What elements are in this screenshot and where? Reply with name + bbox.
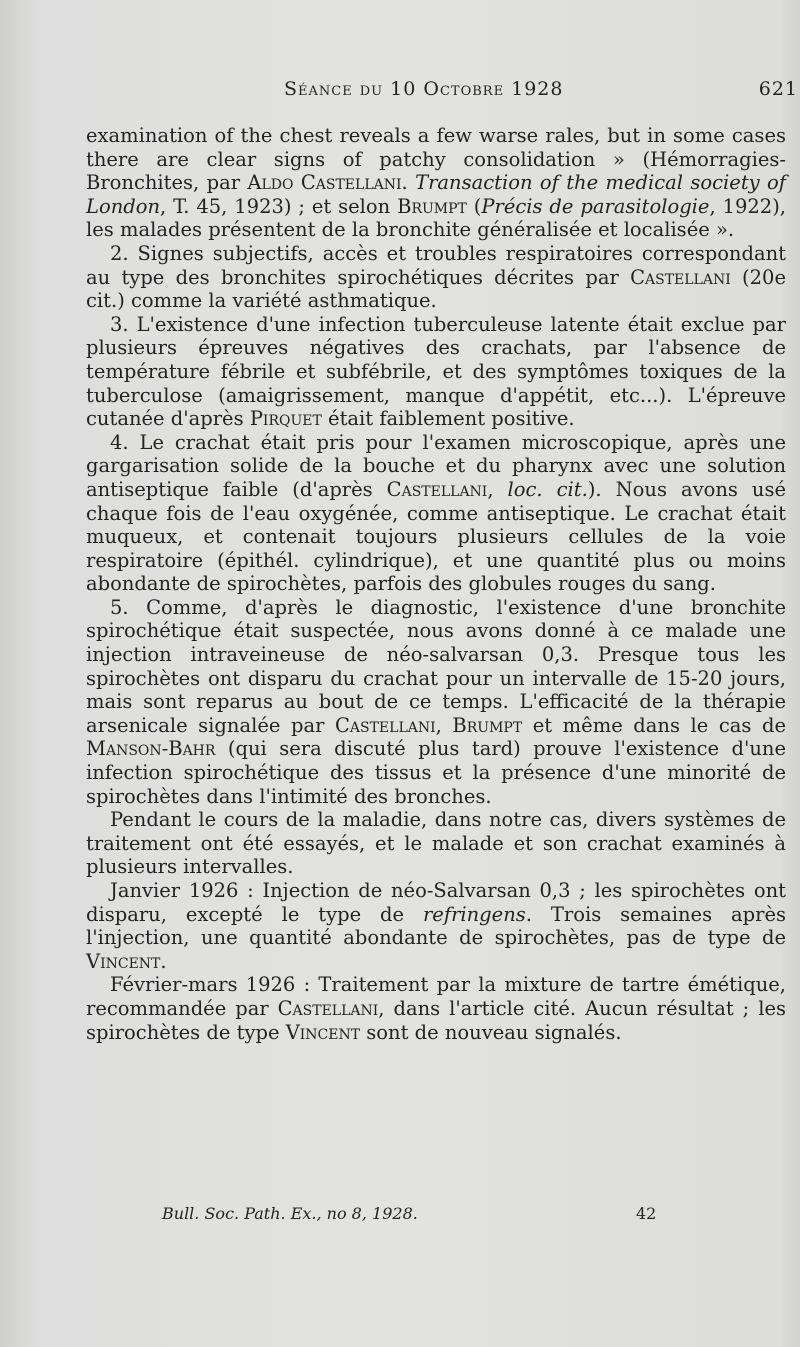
italic-text: loc. cit. (507, 477, 588, 501)
paragraph (86, 879, 786, 973)
author-name: Brumpt (397, 194, 467, 218)
text-run: . (160, 949, 167, 973)
text-run: ). Nous avons usé chaque fois de l'eau oxygénée, comme antiseptique. Le crachat était muqueux, et contenait toujours plusieurs cellules de la voie respiratoire (épithél. cylindrique), et une quantité plus ou moins abondante de spirochètes, parfois des globules rouges du sang. (86, 477, 786, 596)
author-name: Castellani (277, 996, 379, 1020)
journal-reference: Bull. Soc. Path. Ex., no 8, 1928. (162, 1204, 418, 1223)
paragraph (86, 313, 786, 431)
text-run: (20e cit.) comme la variété asthmatique. (86, 265, 786, 313)
author-name: Brumpt (452, 713, 523, 737)
text-run: ( (466, 194, 482, 218)
text-run: Pendant le cours de la maladie, dans notre cas, divers systèmes de traitement ont été essayés, et le malade et son crachat examinés à plusieurs intervalles. (86, 808, 786, 879)
text-run: , T. 45, 1923) ; et selon (160, 194, 398, 218)
text-run: , (435, 713, 453, 737)
author-name: Pirquet (249, 407, 322, 431)
text-run: et même dans le cas de (522, 713, 787, 737)
author-name: Vincent (285, 1020, 361, 1044)
paragraph (86, 973, 786, 1044)
author-name: Aldo Castellani (247, 171, 402, 195)
text-run: . (401, 171, 416, 195)
text-run: Janvier 1926 : Injection de néo-Salvarsan 0,3 ; les spirochètes ont disparu, excepté le type de (86, 879, 786, 926)
paragraph (86, 242, 786, 313)
page-footer (162, 1204, 722, 1223)
author-name: Manson-Bahr (86, 737, 216, 761)
page-header (88, 78, 800, 108)
text-run: 4. Le crachat était pris pour l'examen microscopique, après une gargarisation solide de la bouche et du pharynx avec une solution antiseptique faible (d'après (86, 430, 786, 501)
text-run: (qui sera discuté plus tard) prouve l'existence d'une infection spirochétique des tissus et la présence d'une minorité de spirochètes dans l'intimité des bronches. (86, 737, 786, 808)
text-run: Février-mars 1926 : Traitement par la mixture de tartre émétique, recommandée par (86, 973, 786, 1020)
italic-text: Transaction of the medical society of London (86, 171, 786, 218)
text-run: sont de nouveau signalés. (360, 1020, 622, 1044)
text-run: examination of the chest reveals a few warse rales, but in some cases there are clear signs of patchy consolidation » (Hémorragies-Bronchites, par (86, 124, 786, 195)
page-number: 621 (758, 78, 798, 100)
paragraph (86, 596, 786, 808)
paragraph (86, 808, 786, 879)
author-name: Vincent (86, 949, 161, 973)
text-run: . Trois semaines après l'injection, une quantité abondante de spirochètes, pas de type de (86, 902, 786, 950)
italic-text: Précis de parasitologie (481, 194, 710, 218)
author-name: Castellani (630, 265, 731, 289)
author-name: Castellani (334, 713, 436, 737)
text-run: 3. L'existence d'une infection tuberculeuse latente était exclue par plusieurs épreuves négatives des crachats, par l'absence de température fébrile et subfébrile, et des symptômes toxiques de la tuberculose (amaigrissement, manque d'appétit, etc...). L'épreuve cutanée d'après (86, 312, 786, 431)
italic-text: refringens (422, 902, 526, 926)
text-run: , 1922), les malades présentent de la bronchite généralisée et localisée ». (86, 194, 786, 242)
paragraph (86, 431, 786, 596)
text-run: 2. Signes subjectifs, accès et troubles respiratoires correspondant au type des bronchites spirochétiques décrites par (86, 241, 786, 289)
paragraph (86, 124, 786, 242)
text-run: était faiblement positive. (321, 407, 575, 431)
running-title: Séance du 10 Octobre 1928 (284, 78, 564, 100)
body-text (86, 124, 786, 1044)
signature-mark: 42 (636, 1204, 657, 1223)
text-run: 5. Comme, d'après le diagnostic, l'existence d'une bronchite spirochétique était suspectée, nous avons donné à ce malade une injection intraveineuse de néo-salvarsan 0,3. Presque tous les spirochètes ont disparu du crachat pour un intervalle de 15-20 jours, mais sont reparus au bout de ce temps. L'efficacité de la thérapie arsenicale signalée par (86, 595, 786, 737)
text-run: , dans l'article cité. Aucun résultat ; les spirochètes de type (86, 996, 786, 1044)
author-name: Castellani (386, 477, 488, 501)
text-run: , (487, 477, 508, 501)
